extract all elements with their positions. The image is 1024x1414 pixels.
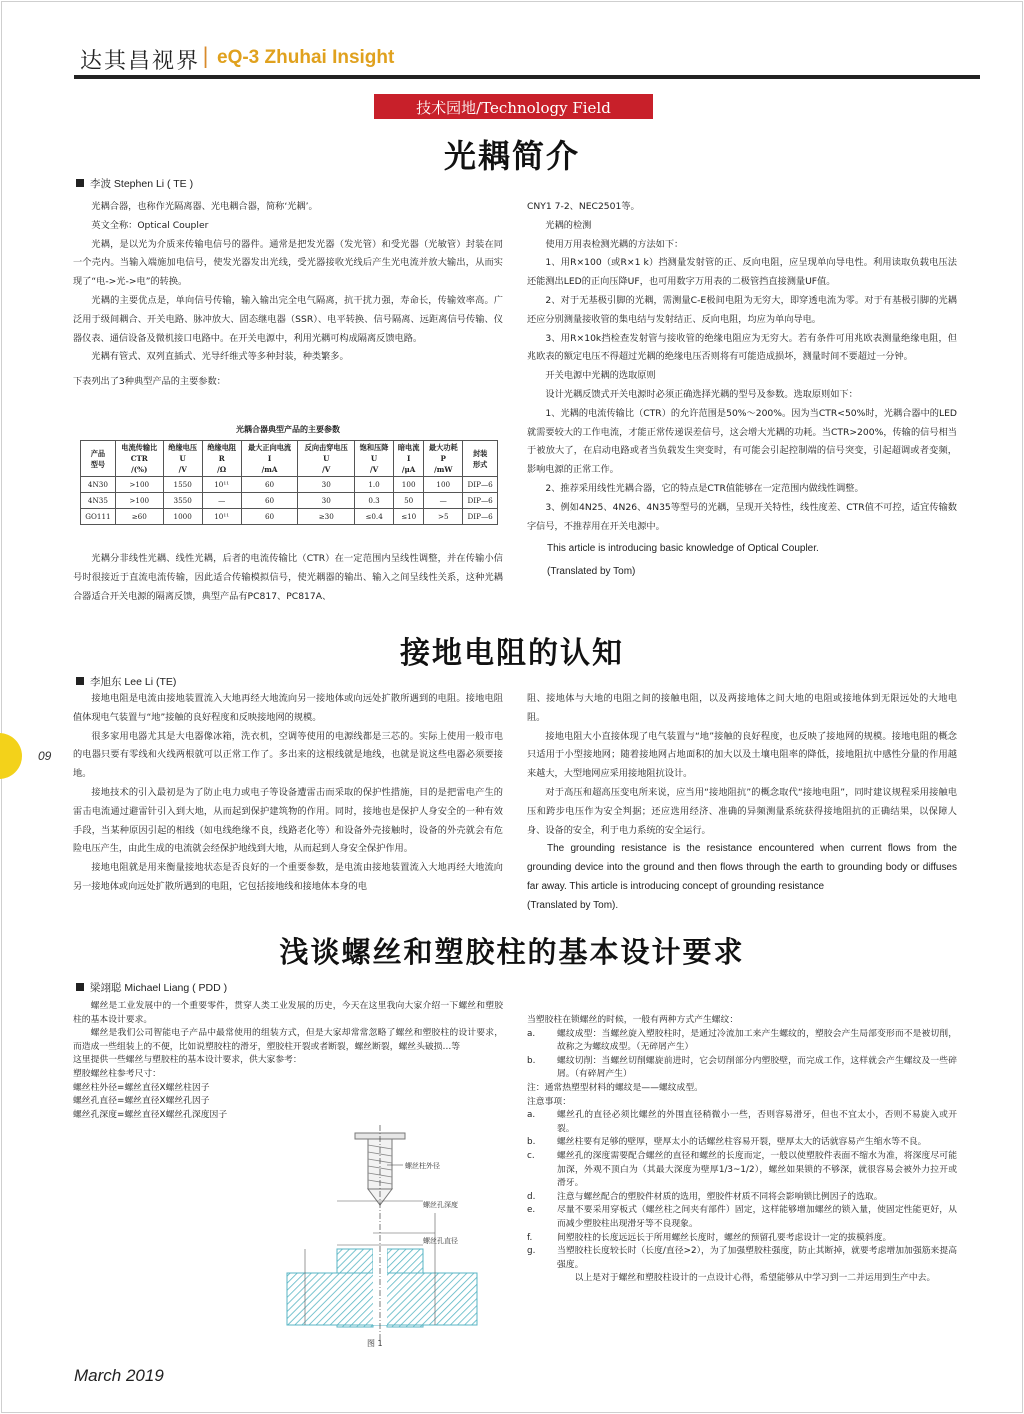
article3-left-column xyxy=(73,1000,503,1122)
note: 注：通常热塑型材料的螺纹是——螺纹成型。 xyxy=(527,1082,703,1093)
issue-date: March 2019 xyxy=(74,1366,164,1385)
list-item: d. 注意与螺丝配合的塑胶件材质的选用，塑胶件材质不同将会影响锁比例因子的选取。 xyxy=(527,1191,883,1202)
table-cell: 1550 xyxy=(163,477,202,493)
article3-author xyxy=(76,980,227,995)
table-row xyxy=(81,493,498,509)
table-cell: DIP—6 xyxy=(463,477,498,493)
header-brand-en: eQ-3 Zhuhai Insight xyxy=(217,47,395,68)
table-row xyxy=(81,477,498,493)
table-header: 电流传输比 CTR /(%) xyxy=(115,441,163,477)
subheading: 开关电源中光耦的选取原则 xyxy=(545,370,656,382)
formula-line: 螺丝柱外径=螺丝直径X螺丝柱因子 xyxy=(73,1082,210,1093)
figure-label: 螺丝柱外径 xyxy=(405,1162,440,1170)
translator-credit: (Translated by Tom). xyxy=(527,899,619,911)
table-cell: ≤0.4 xyxy=(355,509,394,525)
author-bullet xyxy=(76,983,84,991)
paragraph: 塑胶螺丝柱参考尺寸： xyxy=(73,1068,161,1079)
section-banner xyxy=(374,94,653,119)
english-summary: The grounding resistance is the resistance encountered when current flows from the grounding device into the ground and then flows through the earth to grounding body or diffuses far away. This article is introducing concept of grounding resistance xyxy=(527,843,957,892)
author-bullet xyxy=(76,677,84,685)
figure-label: 螺丝孔深度 xyxy=(423,1201,458,1209)
table-cell: 10¹¹ xyxy=(202,477,241,493)
list-item: c. 螺丝孔的深度需要配合螺丝的直径和螺丝的长度而定，一般以使塑胶件表面不缩水为准，将深度尽可能加深，外观不顶白为（其最大深度为壁厚1/3~1/2），螺丝如果锁的不够深，就很容易会被外力拉开或滑牙。 xyxy=(527,1150,957,1189)
table-cell: 3550 xyxy=(163,493,202,509)
table-cell: 100 xyxy=(394,477,424,493)
paragraph: 对于高压和超高压变电所来说，应当用“接地阻抗”的概念取代“接地电阻”，同时建议规程采用接触电压和跨步电压作为安全判据；还应选用经济、准确的异频测量系统获得接地阻抗的正确结果，以保障人身、设备的安全，利于电力系统的安全运行。 xyxy=(527,786,957,836)
english-summary: This article is introducing basic knowledge of Optical Coupler. xyxy=(547,543,819,555)
paragraph: 阻、接地体与大地的电阻之间的接触电阻，以及两接地体之间大地的电阻或接地体到无限远处的大地电阻。 xyxy=(527,693,957,723)
table-cell: 4N30 xyxy=(81,477,116,493)
table-row xyxy=(81,509,498,525)
list-item: b. 螺丝柱要有足够的壁厚，壁厚太小的话螺丝柱容易开裂，壁厚太大的话就容易产生缩水等不良。 xyxy=(527,1137,927,1148)
table-header: 饱和压降 U /V xyxy=(355,441,394,477)
article1-table-caption: 光耦合器典型产品的主要参数 xyxy=(236,424,340,434)
table-cell: 30 xyxy=(298,493,355,509)
author-bullet xyxy=(76,179,84,187)
paragraph: 接地电阻大小直接体现了电气装置与“地”接触的良好程度，也反映了接地网的规模。接地电阻的概念只适用于小型接地网；随着接地网占地面积的加大以及土壤电阻率的降低，接地阻抗中感性分量的作用越来越大，大型地网应采用接地阻抗设计。 xyxy=(527,730,957,780)
table-cell: ≤10 xyxy=(394,509,424,525)
article2-author xyxy=(76,674,176,689)
paragraph: 很多家用电器尤其是大电器像冰箱，洗衣机，空调等使用的电源线都是三芯的。实际上使用一般市电的电器只要有零线和火线两根就可以正常工作了。多出来的这根线就是地线，也就是说这些电器必须要接地。 xyxy=(73,730,503,780)
table-header: 反向击穿电压 U /V xyxy=(298,441,355,477)
table-cell: — xyxy=(424,493,463,509)
screw-boss-figure xyxy=(275,1125,505,1350)
paragraph: 2、对于无基极引脚的光耦，需测量C-E极间电阻为无穷大，即穿透电流为零。对于有基极引脚的光耦还应分别测量接收管的集电结与发射结正、反向电阻，均应为单向导电。 xyxy=(527,294,957,325)
list-item: g. 当塑胶柱长度较长时（长度/直径>2），为了加强塑胶柱强度，防止其断掉，就要考虑增加加强筋来提高强度。 xyxy=(527,1246,957,1270)
screw-boss-diagram xyxy=(275,1125,505,1350)
paragraph: 2、推荐采用线性光耦合器，它的特点是CTR值能够在一定范围内做线性调整。 xyxy=(545,482,864,494)
article1-author xyxy=(76,176,193,191)
table-cell: 0.3 xyxy=(355,493,394,509)
paragraph: 光耦的主要优点是，单向信号传输，输入输出完全电气隔离，抗干扰力强，寿命长，传输效率高。广泛用于级间耦合、开关电路、脉冲放大、固态继电器（SSR）、电平转换、信号隔离、远距离信号传输、仪器仪表、通信设备及微机接口电路中。在开关电源中，利用光耦可构成隔离反馈电路。 xyxy=(73,294,503,344)
note-title: 注意事项： xyxy=(527,1096,571,1107)
table-cell: >100 xyxy=(115,477,163,493)
list-item: a. 螺纹成型：当螺丝旋入塑胶柱时，是通过冷流加工来产生螺纹的，塑胶会产生局部变形而不是被切削，故称之为螺纹成型。（无碎屑产生） xyxy=(527,1028,957,1053)
article1-spec-table xyxy=(80,440,498,525)
list-item: b. 螺纹切削：当螺丝切削螺旋前进时，它会切削部分内塑胶壁，而完成工作，这样就会产生螺纹及一些碎屑。（有碎屑产生） xyxy=(527,1055,957,1080)
paragraph: 光耦合器，也称作光隔离器、光电耦合器，简称‘光耦’。 xyxy=(91,201,318,212)
article1-left-column xyxy=(73,198,503,392)
article2-title: 接地电阻的认知 xyxy=(400,636,624,671)
table-header-row xyxy=(81,441,498,477)
list-item: e. 尽量不要采用穿板式（螺丝柱之间夹有部件）固定，这样能够增加螺丝的锁入量，使固定性能更好，从而减少塑胶柱出现滑牙等不良现象。 xyxy=(527,1205,957,1229)
table-cell: ≥60 xyxy=(115,509,163,525)
formula-line: 螺丝孔深度=螺丝直径X螺丝孔深度因子 xyxy=(73,1109,228,1120)
paragraph: 1、光耦的电流传输比（CTR）的允许范围是50%～200%。因为当CTR<50%时，光耦合器中的LED就需要较大的工作电流，才能正常传递误差信号，这会增大光耦的功耗。当CTR>200%，传输的信号相当于被放大了，在启动电路或者当负载发生突变时，有可能会引起控制端的信号突变，引起超调或者变频，影响电源的正常工作。 xyxy=(527,407,957,476)
paragraph: 1、用R×100（或R×1 k）挡测量发射管的正、反向电阻，应呈现单向导电性。利用读取负载电压法还能测出LED的正向压降UF，也可用数字万用表的二极管挡直接测量UF值。 xyxy=(527,257,957,288)
table-cell: 1000 xyxy=(163,509,202,525)
paragraph: 光耦分非线性光耦、线性光耦，后者的电流传输比（CTR）在一定范围内呈线性调整，并在传输小信号时很接近于直流电流传输，因此适合传输模拟信号，使光耦器的输出、输入之间呈线性关系，这种光耦合器适合开关电源的隔离反馈，典型产品有PC817、PC817A、 xyxy=(73,553,503,602)
article1-right-column xyxy=(527,198,957,582)
table-cell: >100 xyxy=(115,493,163,509)
spec-table xyxy=(80,440,498,525)
subheading: 光耦的检测 xyxy=(545,219,592,231)
table-header: 最大功耗 P /mW xyxy=(424,441,463,477)
table-cell: 60 xyxy=(241,477,298,493)
table-header: 封装 形式 xyxy=(463,441,498,477)
article2-author-name: 李旭东 Lee Li (TE) xyxy=(90,676,177,688)
paragraph: 螺丝是我们公司智能电子产品中最常使用的组装方式，但是大家却常常忽略了螺丝和塑胶柱的设计要求，而造成一些组装上的不便，比如说塑胶柱的滑牙，塑胶柱开裂或者断裂，螺丝断裂，螺丝头破损…等 xyxy=(73,1028,503,1052)
paragraph: 螺丝是工业发展中的一个重要零件，贯穿人类工业发展的历史，今天在这里我向大家介绍一下螺丝和塑胶柱的基本设计要求。 xyxy=(73,1001,503,1025)
figure-label: 螺丝孔直径 xyxy=(423,1237,458,1245)
paragraph: 3、用R×10k挡检查发射管与接收管的绝缘电阻应为无穷大。若有条件可用兆欧表测量绝缘电阻，但兆欧表的额定电压不得超过光耦的绝缘电压否则将有可能造成损坏，测量时间不要超过一分钟。 xyxy=(527,332,957,363)
precautions-list xyxy=(527,1109,957,1272)
article1-title: 光耦简介 xyxy=(443,137,580,175)
table-cell: 1.0 xyxy=(355,477,394,493)
page-number: 09 xyxy=(38,749,52,763)
table-cell: 100 xyxy=(424,477,463,493)
article3-author-name: 梁翊聪 Michael Liang ( PDD ) xyxy=(90,982,228,994)
table-cell: GO111 xyxy=(81,509,116,525)
table-cell: DIP—6 xyxy=(463,509,498,525)
paragraph: 设计光耦反馈式开关电源时必须正确选择光耦的型号及参数。选取原则如下： xyxy=(545,388,858,400)
article3-right-column xyxy=(527,1014,957,1286)
table-header: 绝缘电压 U /V xyxy=(163,441,202,477)
formula-line: 螺丝孔直径=螺丝直径X螺丝孔因子 xyxy=(73,1096,210,1107)
thread-method-list xyxy=(527,1028,957,1082)
table-cell: >5 xyxy=(424,509,463,525)
table-cell: 60 xyxy=(241,493,298,509)
list-item: f. 间塑胶柱的长度远远长于所用螺丝长度时，螺丝的预留孔要考虑设计一定的拔模斜度。 xyxy=(527,1232,892,1243)
table-intro: 下表列出了3种典型产品的主要参数： xyxy=(73,376,226,388)
paragraph: 英文全称：Optical Coupler xyxy=(91,219,209,231)
article2-left-column xyxy=(73,690,503,897)
article1-left-after-table xyxy=(73,550,503,606)
table-header: 暗电流 I /μA xyxy=(394,441,424,477)
table-cell: ≥30 xyxy=(298,509,355,525)
header-brand-cn: 达其昌视界 xyxy=(80,49,201,74)
list-item: a. 螺丝孔的直径必须比螺丝的外围直径稍微小一些，否则容易滑牙，但也不宜太小，否则不易旋入或开裂。 xyxy=(527,1110,957,1134)
paragraph: 接地电阻是电流由接地装置流入大地再经大地流向另一接地体或向远处扩散所遇到的电阻。接地电阻值体现电气装置与“地”接触的良好程度和反映接地网的规模。 xyxy=(73,693,503,723)
table-cell: 4N35 xyxy=(81,493,116,509)
table-cell: DIP—6 xyxy=(463,493,498,509)
paragraph: 使用万用表检测光耦的方法如下： xyxy=(545,238,684,250)
paragraph: 当塑胶柱在锁螺丝的时候，一般有两种方式产生螺纹： xyxy=(527,1015,739,1025)
paragraph: 光耦有管式、双列直插式、光导纤维式等多种封装，种类繁多。 xyxy=(91,351,349,363)
paragraph: 接地电阻就是用来衡量接地状态是否良好的一个重要参数，是电流由接地装置流入大地再经大地流向另一接地体或向远处扩散所遇到的电阻，它包括接地线和接地体本身的电 xyxy=(73,862,503,892)
table-cell: — xyxy=(202,493,241,509)
closing-paragraph: 以上是对于螺丝和塑胶柱设计的一点设计心得，希望能够从中学习到一二并运用到生产中去。 xyxy=(574,1273,936,1284)
section-banner-label: 技术园地/Technology Field xyxy=(416,99,611,117)
header-rule xyxy=(74,75,980,79)
paragraph: CNY1 7-2、NEC2501等。 xyxy=(527,201,640,212)
paragraph: 光耦，是以光为介质来传输电信号的器件。通常是把发光器（发光管）和受光器（光敏管）封装在同一个壳内。当输入端施加电信号，使发光器发出光线，受光器接收光线后产生光电流并放大输出，从而实现了“电->光->电”的转换。 xyxy=(73,238,503,288)
paragraph: 接地技术的引入最初是为了防止电力或电子等设备遭雷击而采取的保护性措施，目的是把雷电产生的雷击电流通过避雷针引入到大地，从而起到保护建筑物的作用。同时，接地也是保护人身安全的一种有效手段，当某种原因引起的相线（如电线绝缘不良，线路老化等）和设备外壳接触时，设备的外壳就会有危险电压产生，由此生成的电流就会经保护地线到大地，从而起到人身安全保护作用。 xyxy=(73,786,503,855)
table-cell: 30 xyxy=(298,477,355,493)
table-header: 最大正向电流 I /mA xyxy=(241,441,298,477)
table-cell: 10¹¹ xyxy=(202,509,241,525)
article2-right-column xyxy=(527,690,957,916)
table-cell: 60 xyxy=(241,509,298,525)
article3-title: 浅谈螺丝和塑胶柱的基本设计要求 xyxy=(279,935,745,969)
header-separator: | xyxy=(202,44,210,68)
article1-author-name: 李波 Stephen Li ( TE ) xyxy=(90,178,194,190)
table-header: 产品 型号 xyxy=(81,441,116,477)
paragraph: 这里提供一些螺丝与塑胶柱的基本设计要求，供大家参考： xyxy=(73,1055,302,1066)
table-header: 绝缘电阻 R /Ω xyxy=(202,441,241,477)
paragraph: 3、例如4N25、4N26、4N35等型号的光耦，呈现开关特性，线性度差、CTR值不可控，适宜传输数字信号，不推荐用在开关电源中。 xyxy=(527,501,957,532)
figure-caption: 图 1 xyxy=(367,1339,383,1348)
table-cell: 50 xyxy=(394,493,424,509)
translator-credit: (Translated by Tom) xyxy=(547,566,636,578)
